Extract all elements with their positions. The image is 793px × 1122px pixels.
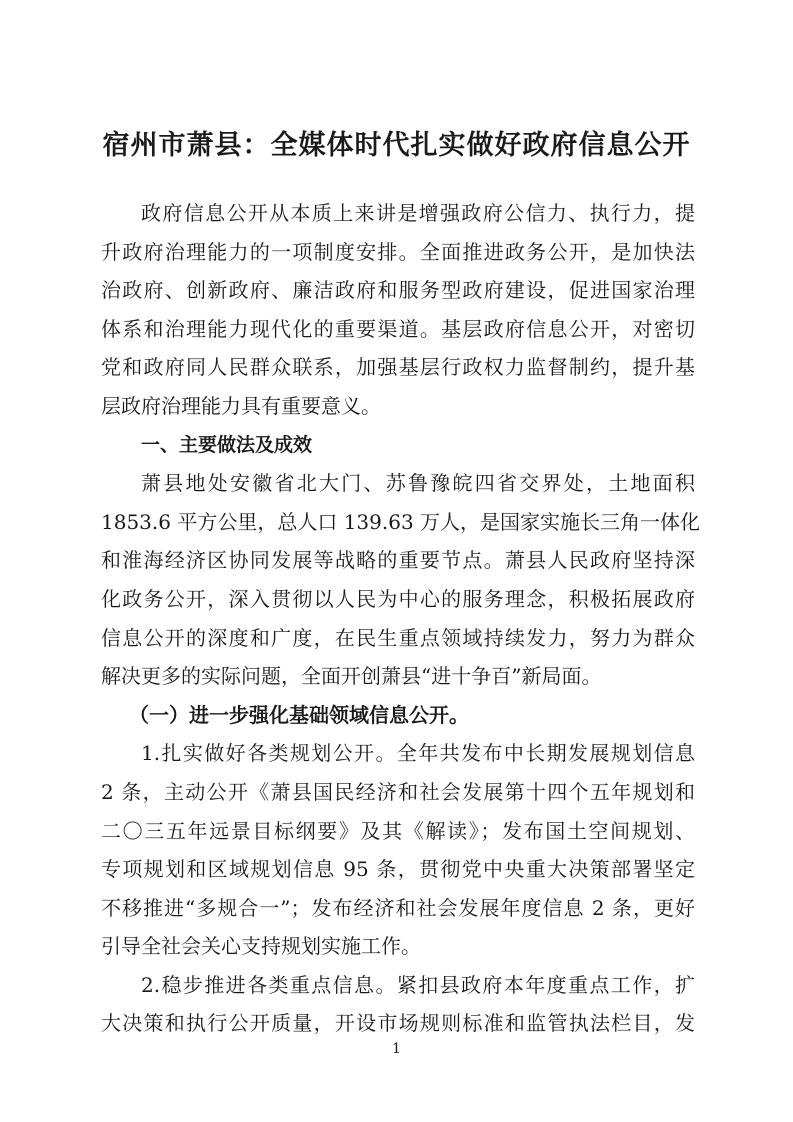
document-title: 宿州市萧县：全媒体时代扎实做好政府信息公开: [102, 130, 691, 161]
paragraph-line: 二〇三五年远景目标纲要》及其《解读》；发布国土空间规划、: [101, 818, 695, 843]
paragraph-line: 信息公开的深度和广度，在民生重点领域持续发力，努力为群众: [101, 625, 695, 650]
paragraph-line: 1.扎实做好各类规划公开。全年共发布中长期发展规划信息: [141, 741, 695, 766]
paragraph-line: 治政府、创新政府、廉洁政府和服务型政府建设，促进国家治理: [101, 278, 695, 303]
paragraph-line: 引导全社会关心支持规划实施工作。: [101, 934, 421, 959]
paragraph-line: 体系和治理能力现代化的重要渠道。基层政府信息公开，对密切: [101, 316, 695, 341]
paragraph-line: 层政府治理能力具有重要意义。: [101, 393, 381, 418]
paragraph-line: 升政府治理能力的一项制度安排。全面推进政务公开，是加快法: [101, 239, 695, 264]
paragraph-line: 2 条，主动公开《萧县国民经济和社会发展第十四个五年规划和: [101, 779, 695, 804]
subsection-heading: （一）进一步强化基础领域信息公开。: [129, 702, 469, 727]
paragraph-line: 萧县地处安徽省北大门、苏鲁豫皖四省交界处，土地面积: [141, 471, 695, 496]
page-number: 1: [392, 1041, 401, 1057]
paragraph-line: 2.稳步推进各类重点信息。紧扣县政府本年度重点工作，扩: [141, 972, 695, 997]
paragraph-line: 解决更多的实际问题，全面开创萧县“进十争百”新局面。: [101, 664, 602, 689]
paragraph-line: 大决策和执行公开质量，开设市场规则标准和监管执法栏目，发: [101, 1011, 695, 1036]
paragraph-line: 1853.6 平方公里，总人口 139.63 万人，是国家实施长三角一体化: [101, 509, 701, 534]
paragraph-line: 和淮海经济区协同发展等战略的重要节点。萧县人民政府坚持深: [101, 548, 695, 573]
document-body: [101, 194, 701, 1043]
paragraph-line: 化政务公开，深入贯彻以人民为中心的服务理念，积极拓展政府: [101, 586, 695, 611]
paragraph-line: 专项规划和区域规划信息 95 条，贯彻党中央重大决策部署坚定: [101, 857, 695, 882]
paragraph-line: 政府信息公开从本质上来讲是增强政府公信力、执行力，提: [141, 201, 695, 225]
section-heading: 一、主要做法及成效: [141, 433, 313, 456]
paragraph-line: 不移推进“多规合一”；发布经济和社会发展年度信息 2 条，更好: [101, 895, 695, 920]
paragraph-line: 党和政府同人民群众联系，加强基层行政权力监督制约，提升基: [101, 355, 695, 380]
